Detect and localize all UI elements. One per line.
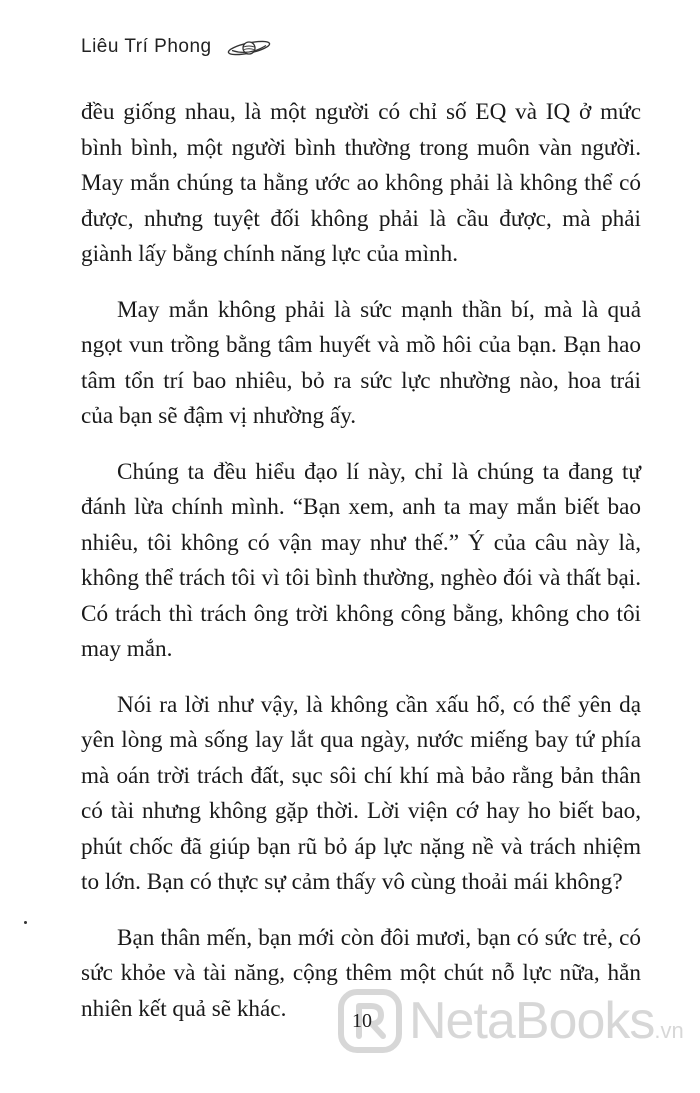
paragraph-4: Nói ra lời như vậy, là không cần xấu hổ, có thể yên dạ yên lòng mà sống lay lắt qua ngày, nước miếng bay tứ phía mà oán trời trách đất, sục sôi chí khí mà bảo rằng bản thân có tài nhưng không gặp thời. Lời viện cớ hay ho biết bao, phút chốc đã giúp bạn rũ bỏ áp lực nặng nề và trách nhiệm to lớn. Bạn có thực sự cảm thấy vô cùng thoải mái không? <box>81 691 641 895</box>
body-text <box>81 95 641 1047</box>
paragraph-5: Bạn thân mến, bạn mới còn đôi mươi, bạn có sức trẻ, có sức khỏe và tài năng, cộng thêm một chút nỗ lực nữa, hẳn nhiên kết quả sẽ khác. <box>81 924 641 1022</box>
watermark-suffix: .vn <box>654 1018 684 1043</box>
watermark-brand <box>409 991 684 1051</box>
running-header <box>81 36 272 58</box>
page-number: 10 <box>352 1010 372 1032</box>
watermark-brand-name: NetaBooks <box>409 992 655 1050</box>
watermark <box>337 988 684 1054</box>
paragraph-1: đều giống nhau, là một người có chỉ số EQ và IQ ở mức bình bình, một người bình thường trong muôn vàn người. May mắn chúng ta hằng ước ao không phải là không thể có được, nhưng tuyệt đối không phải là cầu được, mà phải giành lấy bằng chính năng lực của mình. <box>81 99 641 267</box>
scan-mark <box>24 921 27 924</box>
author-name: Liêu Trí Phong <box>81 36 212 57</box>
planet-ring-icon <box>226 38 272 58</box>
paragraph-3: Chúng ta đều hiểu đạo lí này, chỉ là chúng ta đang tự đánh lừa chính mình. “Bạn xem, anh ta may mắn biết bao nhiêu, tôi không có vận may như thế.” Ý của câu này là, không thể trách tôi vì tôi bình thường, nghèo đói và thất bại. Có trách thì trách ông trời không công bằng, không cho tôi may mắn. <box>81 458 641 662</box>
paragraph-2: May mắn không phải là sức mạnh thần bí, mà là quả ngọt vun trồng bằng tâm huyết và mồ hôi của bạn. Bạn hao tâm tổn trí bao nhiêu, bỏ ra sức lực nhường nào, hoa trái của bạn sẽ đậm vị nhường ấy. <box>81 296 641 429</box>
